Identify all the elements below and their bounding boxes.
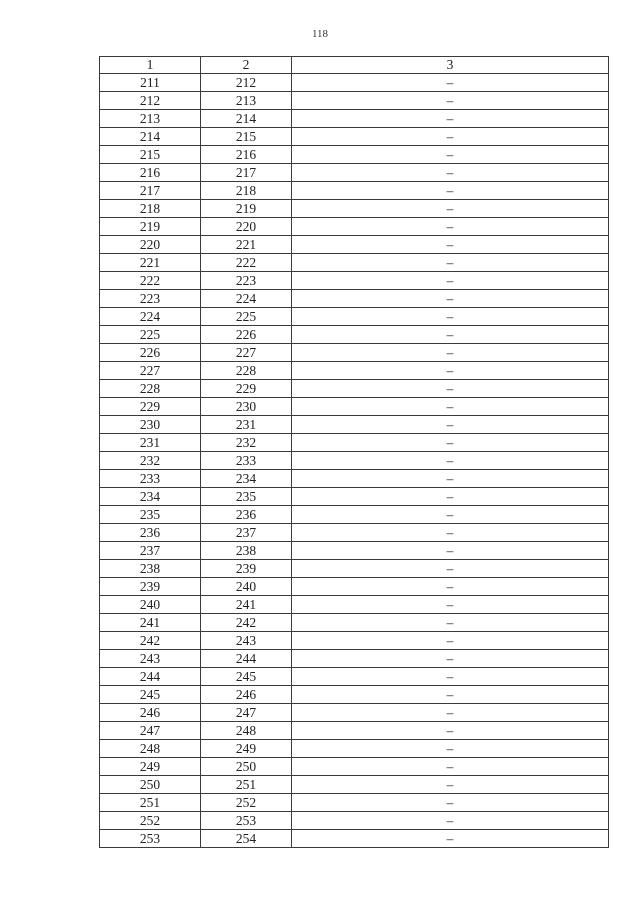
table-row <box>100 632 609 650</box>
table-cell-col-2: 225 <box>201 308 292 326</box>
table-cell-col-3: – <box>292 740 609 758</box>
table-cell-col-2: 249 <box>201 740 292 758</box>
table-cell-col-2: 247 <box>201 704 292 722</box>
table-row <box>100 740 609 758</box>
table-cell-col-2: 217 <box>201 164 292 182</box>
table-cell-col-3: – <box>292 326 609 344</box>
table-row <box>100 470 609 488</box>
table-row <box>100 830 609 848</box>
table-cell-col-2: 235 <box>201 488 292 506</box>
table-cell-col-2: 246 <box>201 686 292 704</box>
table-cell-col-3: – <box>292 596 609 614</box>
table-cell-col-2: 213 <box>201 92 292 110</box>
table-cell-col-3: – <box>292 218 609 236</box>
table-cell-col-1: 212 <box>100 92 201 110</box>
table-row <box>100 128 609 146</box>
table-cell-col-3: – <box>292 812 609 830</box>
table-cell-col-1: 211 <box>100 74 201 92</box>
table-cell-col-3: – <box>292 362 609 380</box>
table-row <box>100 308 609 326</box>
table-cell-col-3: – <box>292 344 609 362</box>
table-cell-col-3: – <box>292 560 609 578</box>
table-row <box>100 380 609 398</box>
table-cell-col-3: – <box>292 452 609 470</box>
table-cell-col-1: 218 <box>100 200 201 218</box>
table-cell-col-3: – <box>292 776 609 794</box>
table-cell-col-1: 228 <box>100 380 201 398</box>
table-row <box>100 560 609 578</box>
table-cell-col-2: 212 <box>201 74 292 92</box>
table-cell-col-2: 214 <box>201 110 292 128</box>
table-row <box>100 290 609 308</box>
table-row <box>100 110 609 128</box>
table-row <box>100 776 609 794</box>
page-number: 118 <box>311 28 329 40</box>
table-row <box>100 416 609 434</box>
table-cell-col-3: – <box>292 686 609 704</box>
table-row <box>100 812 609 830</box>
table-cell-col-1: 240 <box>100 596 201 614</box>
table-row <box>100 398 609 416</box>
table-row <box>100 650 609 668</box>
table-cell-col-2: 244 <box>201 650 292 668</box>
table-row <box>100 236 609 254</box>
table-cell-col-1: 214 <box>100 128 201 146</box>
table-cell-col-1: 234 <box>100 488 201 506</box>
table-cell-col-1: 244 <box>100 668 201 686</box>
table-cell-col-3: – <box>292 272 609 290</box>
table-cell-col-1: 239 <box>100 578 201 596</box>
table-cell-col-3: – <box>292 578 609 596</box>
table-cell-col-3: – <box>292 614 609 632</box>
table-cell-col-2: 224 <box>201 290 292 308</box>
table-cell-col-1: 224 <box>100 308 201 326</box>
table-cell-col-1: 216 <box>100 164 201 182</box>
table-cell-col-1: 220 <box>100 236 201 254</box>
table-cell-col-3: – <box>292 146 609 164</box>
table-cell-col-1: 251 <box>100 794 201 812</box>
table-row <box>100 686 609 704</box>
table-row <box>100 722 609 740</box>
table-cell-col-3: – <box>292 542 609 560</box>
table-row <box>100 794 609 812</box>
table-cell-col-1: 217 <box>100 182 201 200</box>
table-body <box>100 74 609 848</box>
table-cell-col-1: 225 <box>100 326 201 344</box>
table-cell-col-2: 236 <box>201 506 292 524</box>
table-cell-col-3: – <box>292 398 609 416</box>
table-row <box>100 272 609 290</box>
table-cell-col-1: 227 <box>100 362 201 380</box>
table-cell-col-2: 241 <box>201 596 292 614</box>
table-cell-col-2: 218 <box>201 182 292 200</box>
table-cell-col-3: – <box>292 794 609 812</box>
table-cell-col-2: 243 <box>201 632 292 650</box>
table-cell-col-2: 232 <box>201 434 292 452</box>
table-row <box>100 92 609 110</box>
table-row <box>100 506 609 524</box>
table-cell-col-2: 239 <box>201 560 292 578</box>
table-cell-col-3: – <box>292 704 609 722</box>
table-cell-col-2: 242 <box>201 614 292 632</box>
table-cell-col-1: 236 <box>100 524 201 542</box>
table-row <box>100 614 609 632</box>
table-cell-col-2: 233 <box>201 452 292 470</box>
table-cell-col-1: 222 <box>100 272 201 290</box>
table-cell-col-3: – <box>292 92 609 110</box>
table-row <box>100 596 609 614</box>
table-cell-col-2: 253 <box>201 812 292 830</box>
table-cell-col-2: 223 <box>201 272 292 290</box>
table-cell-col-3: – <box>292 416 609 434</box>
table-cell-col-3: – <box>292 722 609 740</box>
table-cell-col-2: 245 <box>201 668 292 686</box>
table-row <box>100 578 609 596</box>
table-cell-col-2: 216 <box>201 146 292 164</box>
column-header-3: 3 <box>292 57 609 74</box>
table-cell-col-1: 238 <box>100 560 201 578</box>
table-cell-col-1: 249 <box>100 758 201 776</box>
table-cell-col-2: 238 <box>201 542 292 560</box>
table-cell-col-3: – <box>292 668 609 686</box>
table-cell-col-2: 215 <box>201 128 292 146</box>
table-row <box>100 326 609 344</box>
table-cell-col-1: 231 <box>100 434 201 452</box>
table-cell-col-3: – <box>292 758 609 776</box>
table-cell-col-2: 230 <box>201 398 292 416</box>
table-cell-col-1: 243 <box>100 650 201 668</box>
table-cell-col-3: – <box>292 182 609 200</box>
table-cell-col-1: 221 <box>100 254 201 272</box>
table-row <box>100 758 609 776</box>
data-table <box>99 56 609 848</box>
table-cell-col-1: 223 <box>100 290 201 308</box>
column-header-1: 1 <box>100 57 201 74</box>
table-cell-col-2: 221 <box>201 236 292 254</box>
table-cell-col-1: 247 <box>100 722 201 740</box>
table-cell-col-2: 240 <box>201 578 292 596</box>
table-cell-col-2: 229 <box>201 380 292 398</box>
table-row <box>100 362 609 380</box>
table-cell-col-1: 246 <box>100 704 201 722</box>
table-cell-col-1: 248 <box>100 740 201 758</box>
table-cell-col-3: – <box>292 128 609 146</box>
table-cell-col-2: 227 <box>201 344 292 362</box>
table-cell-col-3: – <box>292 74 609 92</box>
table-cell-col-2: 254 <box>201 830 292 848</box>
column-header-2: 2 <box>201 57 292 74</box>
table-cell-col-3: – <box>292 200 609 218</box>
table-cell-col-3: – <box>292 254 609 272</box>
table-cell-col-2: 220 <box>201 218 292 236</box>
table-cell-col-1: 213 <box>100 110 201 128</box>
table-cell-col-2: 250 <box>201 758 292 776</box>
table-cell-col-1: 253 <box>100 830 201 848</box>
table-cell-col-1: 235 <box>100 506 201 524</box>
table-cell-col-3: – <box>292 110 609 128</box>
table-row <box>100 146 609 164</box>
table-row <box>100 344 609 362</box>
table-cell-col-1: 252 <box>100 812 201 830</box>
table-cell-col-1: 245 <box>100 686 201 704</box>
table-cell-col-3: – <box>292 524 609 542</box>
table-cell-col-3: – <box>292 470 609 488</box>
table-row <box>100 182 609 200</box>
table-cell-col-2: 228 <box>201 362 292 380</box>
table-row <box>100 200 609 218</box>
table-cell-col-1: 242 <box>100 632 201 650</box>
table-cell-col-3: – <box>292 380 609 398</box>
table-cell-col-3: – <box>292 650 609 668</box>
table-cell-col-1: 233 <box>100 470 201 488</box>
table-row <box>100 218 609 236</box>
table-row <box>100 254 609 272</box>
table-cell-col-3: – <box>292 164 609 182</box>
table-row <box>100 488 609 506</box>
table-row <box>100 164 609 182</box>
table-cell-col-1: 237 <box>100 542 201 560</box>
table-cell-col-2: 231 <box>201 416 292 434</box>
table-cell-col-3: – <box>292 236 609 254</box>
table-cell-col-2: 248 <box>201 722 292 740</box>
table-cell-col-2: 237 <box>201 524 292 542</box>
table-cell-col-3: – <box>292 290 609 308</box>
table-cell-col-1: 226 <box>100 344 201 362</box>
table-cell-col-1: 241 <box>100 614 201 632</box>
table-header-row <box>100 57 609 74</box>
table-cell-col-3: – <box>292 830 609 848</box>
table-row <box>100 74 609 92</box>
table-cell-col-2: 222 <box>201 254 292 272</box>
table-row <box>100 704 609 722</box>
table-cell-col-1: 215 <box>100 146 201 164</box>
table-cell-col-3: – <box>292 632 609 650</box>
table-cell-col-2: 219 <box>201 200 292 218</box>
table-row <box>100 434 609 452</box>
table-row <box>100 542 609 560</box>
table-cell-col-1: 230 <box>100 416 201 434</box>
table-cell-col-1: 219 <box>100 218 201 236</box>
table-row <box>100 452 609 470</box>
table-row <box>100 668 609 686</box>
table-cell-col-1: 229 <box>100 398 201 416</box>
table-cell-col-2: 234 <box>201 470 292 488</box>
table-cell-col-3: – <box>292 506 609 524</box>
table-cell-col-2: 226 <box>201 326 292 344</box>
table-cell-col-3: – <box>292 308 609 326</box>
table-cell-col-1: 250 <box>100 776 201 794</box>
table-cell-col-3: – <box>292 434 609 452</box>
table-cell-col-1: 232 <box>100 452 201 470</box>
table-cell-col-2: 252 <box>201 794 292 812</box>
table-cell-col-2: 251 <box>201 776 292 794</box>
table-row <box>100 524 609 542</box>
table-cell-col-3: – <box>292 488 609 506</box>
